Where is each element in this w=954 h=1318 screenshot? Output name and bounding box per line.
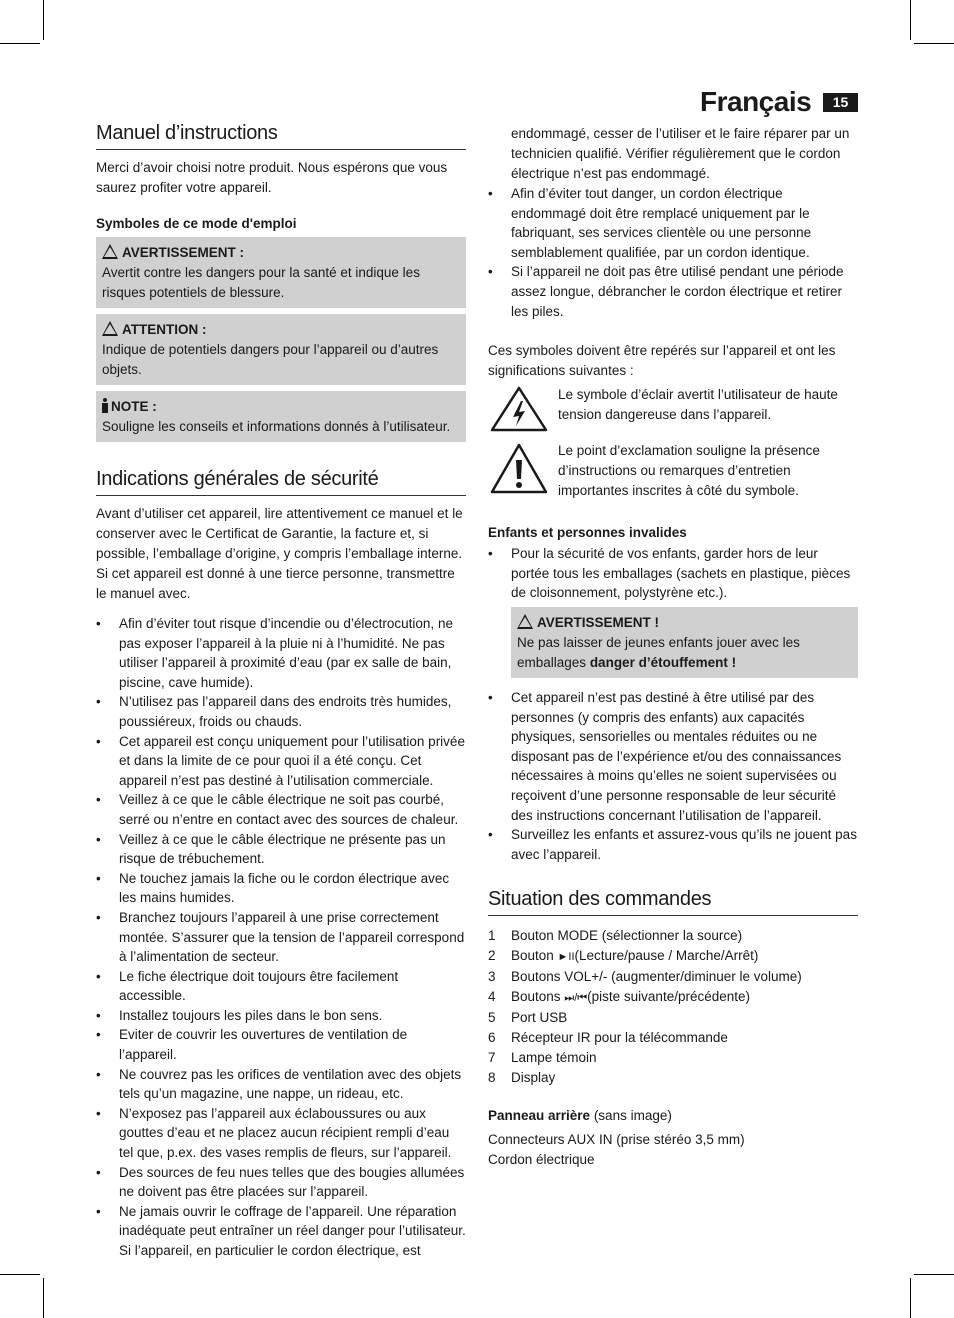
control-text: (Lecture/pause / Marche/Arrêt) bbox=[574, 948, 759, 964]
crop-mark bbox=[0, 43, 40, 44]
control-number: 4 bbox=[488, 989, 496, 1005]
lightning-warning-icon bbox=[488, 385, 550, 433]
safety-list bbox=[96, 614, 466, 1261]
children-heading: Enfants et personnes invalides bbox=[488, 525, 687, 541]
list-item: • Afin d’éviter tout danger, un cordon électrique endommagé doit être remplacé uniquement par le fabriquant, ses services clientèle ou une personne semblablement qualifiée, par un cordon identique. bbox=[488, 184, 858, 262]
manual-title: Manuel d’instructions bbox=[96, 122, 466, 150]
right-column bbox=[488, 124, 858, 1170]
safety-intro: Avant d’utiliser cet appareil, lire attentivement ce manuel et le conserver avec le Certificat de Garantie, la facture et, si possible, l’emballage d’origine, y compris l’emballage interne. Si cet appareil est donné à une tierce personne, transmettre le manuel avec. bbox=[96, 506, 463, 601]
lightning-text: Le symbole d’éclair avertit l’utilisateur de haute tension dangereuse dans l’appareil. bbox=[558, 387, 838, 423]
children-warning-box bbox=[511, 607, 858, 678]
children-warning-bold: danger d’étouffement ! bbox=[589, 654, 737, 670]
button-glyph-icon: ►II bbox=[557, 951, 575, 964]
list-item: • Ne couvrez pas les orifices de ventilation avec des objets tels qu’un magazine, une nappe, un rideau, etc. bbox=[96, 1065, 466, 1104]
control-prefix: Boutons bbox=[511, 989, 565, 1005]
crop-mark bbox=[43, 1278, 44, 1318]
controls-list bbox=[488, 926, 858, 1088]
list-item: • N’utilisez pas l’appareil dans des endroits très humides, poussiéreux, froids ou chauds. bbox=[96, 692, 466, 731]
control-text: (piste suivante/précédente) bbox=[587, 989, 750, 1005]
warning-icon bbox=[102, 321, 118, 336]
list-item: • N’exposez pas l’appareil aux éclaboussures ou aux gouttes d’eau et ne placez aucun récipient rempli d’eau tel que, p.ex. des vases remplis de fleurs, sur l’appareil. bbox=[96, 1104, 466, 1163]
control-number: 3 bbox=[488, 969, 496, 985]
rear-panel-aux: Connecteurs AUX IN (prise stéréo 3,5 mm) bbox=[488, 1132, 745, 1148]
list-item: • Afin d’éviter tout risque d’incendie ou d’électrocution, ne pas exposer l’appareil à la pluie ni à l’humidité. Ne pas utiliser l’appareil à proximité d’eau (par ex salle de bain, piscine, cave humide). bbox=[96, 614, 466, 692]
exclamation-text: Le point d’exclamation souligne la présence d’instructions ou remarques d’entretien importantes inscrites à côté du symbole. bbox=[558, 443, 820, 499]
rear-panel-cord: Cordon électrique bbox=[488, 1152, 595, 1168]
control-text: Boutons VOL+/- (augmenter/diminuer le volume) bbox=[511, 969, 802, 985]
control-label bbox=[511, 1048, 597, 1068]
control-number: 8 bbox=[488, 1070, 496, 1086]
warning-title: AVERTISSEMENT : bbox=[122, 245, 245, 260]
children-list-2 bbox=[488, 688, 858, 864]
children-warning-title: AVERTISSEMENT ! bbox=[537, 614, 660, 630]
control-text: Display bbox=[511, 1070, 556, 1086]
list-item: • Veillez à ce que le câble électrique ne présente pas un risque de trébuchement. bbox=[96, 830, 466, 869]
note-title: NOTE : bbox=[111, 399, 157, 414]
crop-mark bbox=[914, 43, 954, 44]
rear-panel-label: Panneau arrière bbox=[488, 1108, 591, 1124]
control-text: Port USB bbox=[511, 1010, 568, 1026]
crop-mark bbox=[0, 1274, 40, 1275]
control-item bbox=[488, 926, 858, 946]
list-item: • Installez toujours les piles dans le bon sens. bbox=[96, 1006, 466, 1026]
list-item: • Cet appareil n’est pas destiné à être utilisé par des personnes (y compris des enfants) aux capacités physiques, sensorielles ou mentales réduites ou ne disposant pas de l’expérience et/ou des connaissances nécessaires à moins qu’elles ne soient supervisées ou reçoivent d’une personne responsable de leur sécurité des instructions concernant l’utilisation de l’appareil. bbox=[488, 688, 858, 825]
children-list-1 bbox=[488, 544, 858, 603]
list-item: • Cet appareil est conçu uniquement pour l’utilisation privée et dans la limite de ce pour quoi il a été conçu. Cet appareil n’est pas destiné à l’utilisation commerciale. bbox=[96, 732, 466, 791]
crop-mark bbox=[43, 0, 44, 40]
control-label bbox=[511, 967, 802, 987]
crop-mark bbox=[910, 0, 911, 40]
control-label bbox=[511, 926, 742, 946]
warning-box bbox=[96, 237, 466, 308]
list-item: • Si l’appareil ne doit pas être utilisé pendant une période assez longue, débrancher le cordon électrique et retirer les piles. bbox=[488, 262, 858, 321]
note-text: Souligne les conseils et informations donnés à l’utilisateur. bbox=[102, 419, 451, 434]
controls-title: Situation des commandes bbox=[488, 888, 858, 916]
page-number: 15 bbox=[823, 93, 858, 112]
button-glyph-icon: ⏭/⏮ bbox=[564, 992, 588, 1005]
warning-text: Avertit contre les dangers pour la santé et indique les risques potentiels de blessure. bbox=[102, 265, 420, 300]
list-item: • Surveillez les enfants et assurez-vous qu’ils ne jouent pas avec l’appareil. bbox=[488, 825, 858, 864]
control-number: 6 bbox=[488, 1030, 496, 1046]
control-item bbox=[488, 1068, 858, 1088]
symbols-intro: Ces symboles doivent être repérés sur l’appareil et ont les significations suivantes : bbox=[488, 343, 836, 379]
list-item: • Pour la sécurité de vos enfants, garder hors de leur portée tous les emballages (sachets en plastique, pièces de cloisonnement, polystyrène etc.). bbox=[488, 544, 858, 603]
control-item bbox=[488, 1028, 858, 1048]
control-number: 1 bbox=[488, 928, 496, 944]
list-item: • Le fiche électrique doit toujours être facilement accessible. bbox=[96, 967, 466, 1006]
list-item: • Veillez à ce que le câble électrique ne soit pas courbé, serré ou n’entre en contact avec des sources de chaleur. bbox=[96, 790, 466, 829]
list-item: • Ne jamais ouvrir le coffrage de l’appareil. Une réparation inadéquate peut entraîner un réel danger pour l’utilisateur. Si l’appareil, en particulier le cordon électrique, est bbox=[96, 1202, 466, 1261]
control-item bbox=[488, 946, 858, 967]
exclamation-symbol-row bbox=[488, 441, 858, 501]
list-item: • Branchez toujours l’appareil à une prise correctement montée. S’assurer que la tension de l’appareil correspond à l’alimentation de secteur. bbox=[96, 908, 466, 967]
crop-mark bbox=[910, 1278, 911, 1318]
control-label bbox=[511, 1028, 728, 1048]
list-item: • Ne touchez jamais la fiche ou le cordon électrique avec les mains humides. bbox=[96, 869, 466, 908]
control-label bbox=[511, 987, 750, 1008]
note-box bbox=[96, 391, 466, 442]
lightning-symbol-row bbox=[488, 385, 858, 433]
attention-box bbox=[96, 314, 466, 385]
control-item bbox=[488, 987, 858, 1008]
control-label bbox=[511, 1068, 555, 1088]
control-label bbox=[511, 946, 758, 967]
warning-icon bbox=[517, 614, 533, 629]
list-item: • Des sources de feu nues telles que des bougies allumées ne doivent pas être placées sur l’appareil. bbox=[96, 1163, 466, 1202]
attention-text: Indique de potentiels dangers pour l’appareil ou d’autres objets. bbox=[102, 342, 439, 377]
control-prefix: Bouton bbox=[511, 948, 558, 964]
crop-mark bbox=[914, 1274, 954, 1275]
exclamation-warning-icon bbox=[488, 441, 550, 496]
list-item: • Eviter de couvrir les ouvertures de ventilation de l’appareil. bbox=[96, 1025, 466, 1064]
control-item bbox=[488, 1048, 858, 1068]
children-warning-text: Ne pas laisser de jeunes enfants jouer avec les emballages bbox=[517, 634, 800, 670]
control-label bbox=[511, 1008, 567, 1028]
control-number: 5 bbox=[488, 1010, 496, 1026]
control-item bbox=[488, 1008, 858, 1028]
symbols-heading: Symboles de ce mode d'emploi bbox=[96, 216, 297, 231]
info-icon bbox=[102, 398, 108, 413]
warning-icon bbox=[102, 244, 118, 259]
left-column bbox=[96, 122, 466, 1261]
safety-continued: endommagé, cesser de l’utiliser et le faire réparer par un technicien qualifié. Vérifier régulièrement que le cordon électrique n’est pas endommagé. bbox=[511, 126, 850, 181]
manual-intro: Merci d’avoir choisi notre produit. Nous espérons que vous saurez profiter votre appareil. bbox=[96, 160, 448, 195]
control-text: Récepteur IR pour la télécommande bbox=[511, 1030, 728, 1046]
rear-panel-note: (sans image) bbox=[590, 1108, 672, 1124]
safety-title: Indications générales de sécurité bbox=[96, 468, 466, 496]
control-number: 2 bbox=[488, 948, 496, 964]
control-number: 7 bbox=[488, 1050, 496, 1066]
control-text: Bouton MODE (sélectionner la source) bbox=[511, 928, 743, 944]
control-text: Lampe témoin bbox=[511, 1050, 597, 1066]
safety-list-2 bbox=[488, 184, 858, 321]
rear-panel-line bbox=[488, 1106, 858, 1126]
control-item bbox=[488, 967, 858, 987]
language-title: Français bbox=[700, 86, 812, 117]
attention-title: ATTENTION : bbox=[122, 322, 207, 337]
